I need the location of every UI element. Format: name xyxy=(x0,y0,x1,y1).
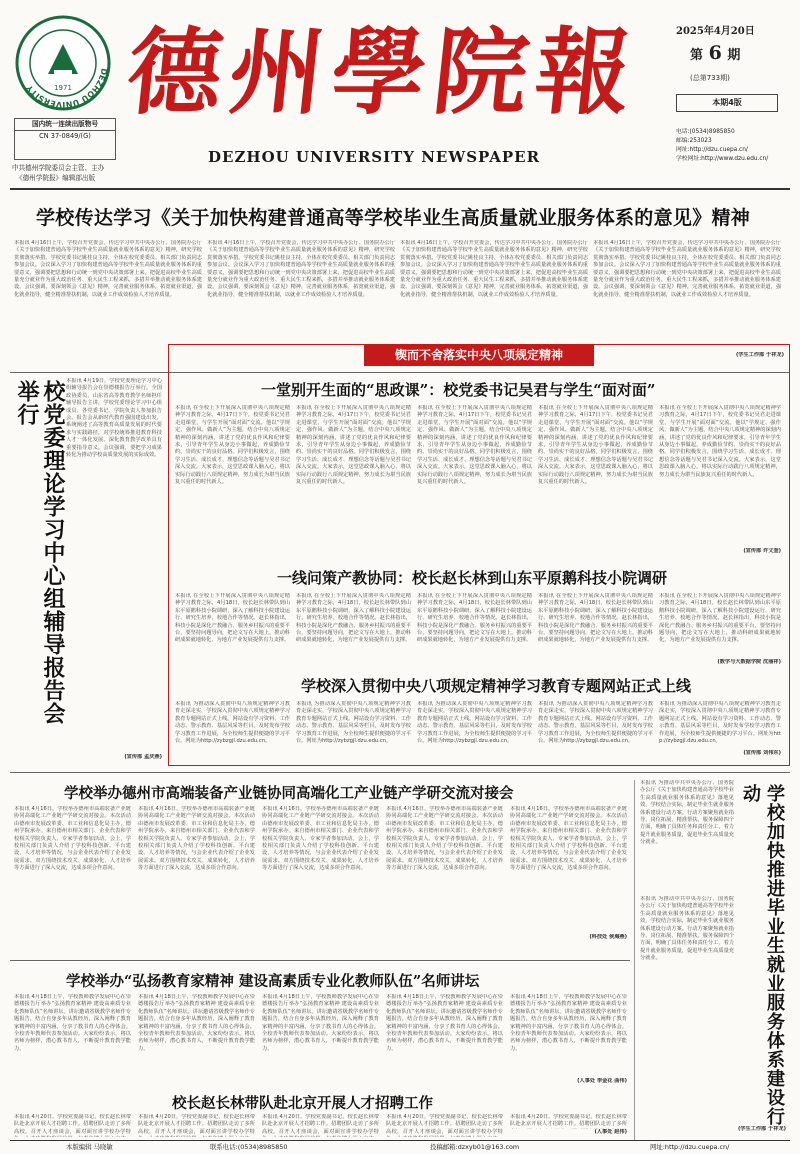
contact-phone: 电话:(0534)8985850 xyxy=(676,129,735,135)
feature-sub2-col2: 本报讯 在全校上下开展深入贯彻中央八项规定精神学习教育之际，4月18日，校长赵长林带队到山东平原鹅科技小院调研，深入了解科技小院建设运行、研究生培养、校地合作等情况。赵长林指出，科技小院是深化产教融合、服务乡村振兴的重要平台，要坚持问题导向，把论文写在大地上，推动科研成果就地转化，为地方产业发展提供有力支撑。 xyxy=(296,593,411,644)
article2-col3: 本报讯 4月16日，学校举办德州市高端装备产业链协同高端化工产业链产学研交流对接会。本次活动由德州市发展改革委、市工业和信息化局主办，德州学院承办。来自德州市相关部门、企业代表和学校相关学院负责人、专家学者参加活动。会上，学校相关部门负责人介绍了学校科技创新、平台建设、人才培养等情况，与会企业代表介绍了企业发展需求。双方围绕技术攻关、成果转化、人才培养等方面进行了深入交流，达成多项合作意向。 xyxy=(262,806,379,872)
footer-web: 网址:http://dzu.cuepa.cn/ xyxy=(650,1143,730,1151)
vertical2-title: 学校加快推进毕业生就业服务体系建设行动 xyxy=(740,784,785,1126)
article2-col4: 本报讯 4月16日，学校举办德州市高端装备产业链协同高端化工产业链产学研交流对接会。本次活动由德州市发展改革委、市工业和信息化局主办，德州学院承办。来自德州市相关部门、企业代表和学校相关学院负责人、专家学者参加活动。会上，学校相关部门负责人介绍了学校科技创新、平台建设、人才培养等情况，与会企业代表介绍了企业发展需求。双方围绕技术攻关、成果转化、人才培养等方面进行了深入交流，达成多项合作意向。 xyxy=(386,806,503,872)
feature-sub3-col3: 本报讯 为推动深入贯彻中央八项规定精神学习教育走深走实，学校深入贯彻中央八项规定精神学习教育专题网站正式上线。网站设有学习资料、工作动态、警示教育、基层风采等栏目，及时发布学校学习教育工作进展，为全校师生提供便捷的学习平台。网址为http://zybzgjl.dzu.edu.cn。 xyxy=(417,701,532,745)
article2-col1: 本报讯 4月16日，学校举办德州市高端装备产业链协同高端化工产业链产学研交流对接会。本次活动由德州市发展改革委、市工业和信息化局主办，德州学院承办。来自德州市相关部门、企业代表和学校相关学院负责人、专家学者参加活动。会上，学校相关部门负责人介绍了学校科技创新、平台建设、人才培养等情况，与会企业代表介绍了企业发展需求。双方围绕技术攻关、成果转化、人才培养等方面进行了深入交流，达成多项合作意向。 xyxy=(14,806,131,872)
feature-sub1-byline: (宣传部 许文奎) xyxy=(743,548,781,554)
footer-email: 投稿邮箱:dzxyb01@163.com xyxy=(430,1143,520,1151)
footer xyxy=(10,1142,790,1153)
article2-title: 学校举办德州市高端装备产业链协同高端化工产业链产学研交流对接会 xyxy=(64,785,514,802)
article3-col3: 本报讯 4月18日上午，学校教师教学发展中心在崇德楼报告厅举办“弘扬教育家精神 建设高素质专业化教师队伍”名师讲坛。讲坛邀请省级教学名师作专题报告，结合自身多年从教经历，深入阐释了教育家精神的丰富内涵，分享了教书育人的心得体会。全校青年教师代表参加活动。大家纷纷表示，将以名师为榜样，潜心教书育人，不断提升教育教学能力。 xyxy=(262,994,379,1052)
article2-col5: 本报讯 4月16日，学校举办德州市高端装备产业链协同高端化工产业链产学研交流对接会。本次活动由德州市发展改革委、市工业和信息化局主办，德州学院承办。来自德州市相关部门、企业代表和学校相关学院负责人、专家学者参加活动。会上，学校相关部门负责人介绍了学校科技创新、平台建设、人才培养等情况，与会企业代表介绍了企业发展需求。双方围绕技术攻关、成果转化、人才培养等方面进行了深入交流，达成多项合作意向。 xyxy=(510,806,627,872)
article2-byline: (科技处 侯海燕) xyxy=(589,934,627,940)
issue-prefix: 第 xyxy=(690,48,704,63)
feature-sub3-col2: 本报讯 为推动深入贯彻中央八项规定精神学习教育走深走实，学校深入贯彻中央八项规定精神学习教育专题网站正式上线。网站设有学习资料、工作动态、警示教育、基层风采等栏目，及时发布学校学习教育工作进展，为全校师生提供便捷的学习平台。网址为http://zybzgjl.dzu.edu.cn。 xyxy=(296,701,411,745)
school-logo xyxy=(14,14,112,112)
vertical1-byline: (宣传部 孟庆燕) xyxy=(124,754,162,760)
article3-col5: 本报讯 4月18日上午，学校教师教学发展中心在崇德楼报告厅举办“弘扬教育家精神 建设高素质专业化教师队伍”名师讲坛。讲坛邀请省级教学名师作专题报告，结合自身多年从教经历，深入阐释了教育家精神的丰富内涵，分享了教书育人的心得体会。全校青年教师代表参加活动。大家纷纷表示，将以名师为榜样，潜心教书育人，不断提升教育教学能力。 xyxy=(510,994,627,1052)
right-column-divider xyxy=(634,780,635,1140)
vertical1-body: 本报讯 4月19日，学校党委理论学习中心组辅导报告会在崇德楼报告厅举行。全国政协委员、山东省高等教育教学名师担任辅导报告主讲，学校党委理论学习中心组成员、各党委书记、学院负责人参加报告会。报告会从新时代教育强国建设出发，系统阐述了高等教育高质量发展的时代要求与实践路径，对学校统筹推进教育科技人才一体化发展、深化教育教学改革具有重要指导意义。会议强调，要把学习成果转化为推动学校高质量发展的实际成效。 xyxy=(66,378,162,459)
feature-sub1-col4: 本报讯 在全校上下开展深入贯彻中央八项规定精神学习教育之际，4月17日下午，校党委书记吴君走进课堂，与学生开展“面对面”交流。他以“学规定、强作风、做新人”为主题，结合中央八项规定精神的深刻内涵，讲述了党的优良作风和纪律要求，引导青年学生从身边小事做起，养成勤俭节约、崇尚实干的良好品格。同学们积极发言，围绕学习生活、成长成才、理想信念等话题与吴君书记深入交流。大家表示，这堂思政课入脑入心，将以实际行动践行八项规定精神，努力成长为堪当民族复兴重任的时代新人。 xyxy=(538,405,653,486)
article1-col1: 本报讯 4月16日上午，学校召开党委会，传达学习中共中央办公厅、国务院办公厅《关于加快构建普通高等学校毕业生高质量就业服务体系的意见》精神，研究学校贯彻落实举措。学校党委书记姚桂良主持，全体在校党委委员、相关部门负责同志参加会议。会议深入学习了加快构建普通高等学校毕业生高质量就业服务体系的重要意义，强调要把思想和行动统一到党中央决策部署上来，把促进高校毕业生高质量充分就业作为重大政治任务、重大民生工程来抓，多措并举推动就业服务体系建设。会议强调，要深刻领会《意见》精神，完善就业服务体系，拓宽就业渠道，强化就业指导，健全精准帮扶机制，以就业工作成效检验人才培养质量。 xyxy=(14,240,202,298)
feature-sub3-title: 学校深入贯彻中央八项规定精神学习教育专题网站正式上线 xyxy=(301,677,692,695)
vertical2-body-top: 本报讯 为推动中共中央办公厅、国务院办公厅《关于加快构建普通高等学校毕业生高质量就业服务体系的意见》落地见效，学校结合实际，制定毕业生就业服务体系建设行动方案。行动方案聚焦就业指导、岗位拓展、精准帮扶、服务保障四个方面，明确了具体任务和责任分工，着力提升就业服务质量，促进毕业生高质量充分就业。 xyxy=(640,780,734,846)
feature-sub2-title: 一线问策产教协同：校长赵长林到山东平原鹅科技小院调研 xyxy=(277,569,668,587)
article1-col4: 本报讯 4月16日上午，学校召开党委会，传达学习中共中央办公厅、国务院办公厅《关于加快构建普通高等学校毕业生高质量就业服务体系的意见》精神，研究学校贯彻落实举措。学校党委书记姚桂良主持，全体在校党委委员、相关部门负责同志参加会议。会议深入学习了加快构建普通高等学校毕业生高质量就业服务体系的重要意义，强调要把思想和行动统一到党中央决策部署上来，把促进高校毕业生高质量充分就业作为重大政治任务、重大民生工程来抓，多措并举推动就业服务体系建设。会议强调，要深刻领会《意见》精神，完善就业服务体系，拓宽就业渠道，强化就业指导，健全精准帮扶机制，以就业工作成效检验人才培养质量。 xyxy=(593,240,781,298)
issue-number xyxy=(690,42,740,64)
masthead-title: 德州學院報 xyxy=(122,18,644,128)
feature-sub2-col5: 本报讯 在全校上下开展深入贯彻中央八项规定精神学习教育之际，4月18日，校长赵长林带队到山东平原鹅科技小院调研，深入了解科技小院建设运行、研究生培养、校地合作等情况。赵长林指出，科技小院是深化产教融合、服务乡村振兴的重要平台，要坚持问题导向，把论文写在大地上，推动科研成果就地转化，为地方产业发展提供有力支撑。 xyxy=(659,593,781,644)
issue-suffix: 期 xyxy=(727,48,741,63)
section-rule-2 xyxy=(10,772,790,773)
total-issue: (总第733期) xyxy=(690,74,730,82)
feature-sub1-col3: 本报讯 在全校上下开展深入贯彻中央八项规定精神学习教育之际，4月17日下午，校党委书记吴君走进课堂，与学生开展“面对面”交流。他以“学规定、强作风、做新人”为主题，结合中央八项规定精神的深刻内涵，讲述了党的优良作风和纪律要求，引导青年学生从身边小事做起，养成勤俭节约、崇尚实干的良好品格。同学们积极发言，围绕学习生活、成长成才、理想信念等话题与吴君书记深入交流。大家表示，这堂思政课入脑入心，将以实际行动践行八项规定精神，努力成长为堪当民族复兴重任的时代新人。 xyxy=(417,405,532,486)
masthead-rule xyxy=(10,188,790,190)
article4-title: 校长赵长林带队赴北京开展人才招聘工作 xyxy=(172,1095,433,1112)
article1-col3: 本报讯 4月16日上午，学校召开党委会，传达学习中共中央办公厅、国务院办公厅《关于加快构建普通高等学校毕业生高质量就业服务体系的意见》精神，研究学校贯彻落实举措。学校党委书记姚桂良主持，全体在校党委委员、相关部门负责同志参加会议。会议深入学习了加快构建普通高等学校毕业生高质量就业服务体系的重要意义，强调要把思想和行动统一到党中央决策部署上来，把促进高校毕业生高质量充分就业作为重大政治任务、重大民生工程来抓，多措并举推动就业服务体系建设。会议强调，要深刻领会《意见》精神，完善就业服务体系，拓宽就业渠道，强化就业指导，健全精准帮扶机制，以就业工作成效检验人才培养质量。 xyxy=(400,240,588,298)
article3-byline: (人事处 李金花 曲伟) xyxy=(577,1078,627,1084)
issue-no: 6 xyxy=(708,42,722,64)
contact-web: 网址:http://dzu.cuepa.cn/ xyxy=(676,147,748,153)
feature-banner xyxy=(364,344,594,366)
article2-columns xyxy=(14,806,628,956)
article4-col4: 本报讯 4月20日，学校党委副书记、校长赵长林带队赴北京开展人才招聘工作。招聘团队走访了多所高校，召开人才座谈会，面对面宣讲学校办学特 xyxy=(386,1114,503,1135)
article3-col1: 本报讯 4月18日上午，学校教师教学发展中心在崇德楼报告厅举办“弘扬教育家精神 建设高素质专业化教师队伍”名师讲坛。讲坛邀请省级教学名师作专题报告，结合自身多年从教经历，深入阐释了教育家精神的丰富内涵，分享了教书育人的心得体会。全校青年教师代表参加活动。大家纷纷表示，将以名师为榜样，潜心教书育人，不断提升教育教学能力。 xyxy=(14,994,131,1052)
article2-col2: 本报讯 4月16日，学校举办德州市高端装备产业链协同高端化工产业链产学研交流对接会。本次活动由德州市发展改革委、市工业和信息化局主办，德州学院承办。来自德州市相关部门、企业代表和学校相关学院负责人、专家学者参加活动。会上，学校相关部门负责人介绍了学校科技创新、平台建设、人才培养等情况，与会企业代表介绍了企业发展需求。双方围绕技术攻关、成果转化、人才培养等方面进行了深入交流，达成多项合作意向。 xyxy=(138,806,255,872)
feature-sub2-col4: 本报讯 在全校上下开展深入贯彻中央八项规定精神学习教育之际，4月18日，校长赵长林带队到山东平原鹅科技小院调研，深入了解科技小院建设运行、研究生培养、校地合作等情况。赵长林指出，科技小院是深化产教融合、服务乡村振兴的重要平台，要坚持问题导向，把论文写在大地上，推动科研成果就地转化，为地方产业发展提供有力支撑。 xyxy=(538,593,653,644)
school-seal-icon xyxy=(14,14,112,112)
logo-ring-text: DEZHOU UNIVERSITY xyxy=(24,67,109,110)
sponsor-text: 中共德州学院委员会主管、主办 xyxy=(12,164,105,172)
vertical2-byline: (学生工作部 于祥龙) xyxy=(737,1126,786,1132)
article4-byline: (人事处 赵伟) xyxy=(594,1129,627,1135)
contact-block xyxy=(676,128,768,164)
vertical2-body-bottom: 本报讯 为推动中共中央办公厅、国务院办公厅《关于加快构建普通高等学校毕业生高质量就业服务体系的意见》落地见效，学校结合实际，制定毕业生就业服务体系建设行动方案。行动方案聚焦就业指导、岗位拓展、精准帮扶、服务保障四个方面，明确了具体任务和责任分工，着力提升就业服务质量，促进毕业生高质量充分就业。 xyxy=(640,896,734,962)
article3-title: 学校举办“弘扬教育家精神 建设高素质专业化教师队伍”名师讲坛 xyxy=(66,973,480,990)
article1-col2: 本报讯 4月16日上午，学校召开党委会，传达学习中共中央办公厅、国务院办公厅《关于加快构建普通高等学校毕业生高质量就业服务体系的意见》精神，研究学校贯彻落实举措。学校党委书记姚桂良主持，全体在校党委委员、相关部门负责同志参加会议。会议深入学习了加快构建普通高等学校毕业生高质量就业服务体系的重要意义，强调要把思想和行动统一到党中央决策部署上来，把促进高校毕业生高质量充分就业作为重大政治任务、重大民生工程来抓，多措并举推动就业服务体系建设。会议强调，要深刻领会《意见》精神，完善就业服务体系，拓宽就业渠道，强化就业指导，健全精准帮扶机制，以就业工作成效检验人才培养质量。 xyxy=(207,240,395,298)
feature-box xyxy=(168,344,790,766)
cn-code: CN 37-0849/(G) xyxy=(39,132,91,140)
section-rule-3 xyxy=(10,960,630,961)
footer-phone: 联系电话:(0534)8985850 xyxy=(210,1143,288,1151)
article4-col3: 本报讯 4月20日，学校党委副书记、校长赵长林带队赴北京开展人才招聘工作。招聘团队走访了多所高校，召开人才座谈会，面对面宣讲学校办学特 xyxy=(262,1114,379,1135)
feature-sub2-byline: (数学与大数据学院 沈丽祥) xyxy=(717,659,781,665)
feature-sub2-col1: 本报讯 在全校上下开展深入贯彻中央八项规定精神学习教育之际，4月18日，校长赵长林带队到山东平原鹅科技小院调研，深入了解科技小院建设运行、研究生培养、校地合作等情况。赵长林指出，科技小院是深化产教融合、服务乡村振兴的重要平台，要坚持问题导向，把论文写在大地上，推动科研成果就地转化，为地方产业发展提供有力支撑。 xyxy=(175,593,290,644)
logo-year: 1971 xyxy=(54,84,72,92)
feature-sub1-title: 一堂别开生面的“思政课”：校党委书记吴君与学生“面对面” xyxy=(261,381,656,399)
feature-banner-text: 锲而不舍落实中央八项规定精神 xyxy=(394,348,563,362)
footer-rule xyxy=(10,1140,790,1141)
contact-postcode: 邮编:253023 xyxy=(676,138,712,144)
article3-col2: 本报讯 4月18日上午，学校教师教学发展中心在崇德楼报告厅举办“弘扬教育家精神 建设高素质专业化教师队伍”名师讲坛。讲坛邀请省级教学名师作专题报告，结合自身多年从教经历，深入阐释了教育家精神的丰富内涵，分享了教书育人的心得体会。全校青年教师代表参加活动。大家纷纷表示，将以名师为榜样，潜心教书育人，不断提升教育教学能力。 xyxy=(138,994,255,1052)
article1-title: 学校传达学习《关于加快构建普通高等学校毕业生高质量就业服务体系的意见》精神 xyxy=(36,207,751,229)
masthead-english: DEZHOU UNIVERSITY NEWSPAPER xyxy=(208,148,541,166)
publication-id-title: 国内统一连续出版物号 xyxy=(15,119,115,131)
feature-sub3-col1: 本报讯 为推动深入贯彻中央八项规定精神学习教育走深走实，学校深入贯彻中央八项规定精神学习教育专题网站正式上线。网站设有学习资料、工作动态、警示教育、基层风采等栏目，及时发布学校学习教育工作进展，为全校师生提供便捷的学习平台。网址为http://zybzgjl.dzu.edu.cn。 xyxy=(175,701,290,745)
feature-sub3-byline: (宣传部 刘伟东) xyxy=(743,750,781,756)
article4-col2: 本报讯 4月20日，学校党委副书记、校长赵长林带队赴北京开展人才招聘工作。招聘团队走访了多所高校，召开人才座谈会，面对面宣讲学校办学特 xyxy=(138,1114,255,1135)
feature-sub2-col3: 本报讯 在全校上下开展深入贯彻中央八项规定精神学习教育之际，4月18日，校长赵长林带队到山东平原鹅科技小院调研，深入了解科技小院建设运行、研究生培养、校地合作等情况。赵长林指出，科技小院是深化产教融合、服务乡村振兴的重要平台，要坚持问题导向，把论文写在大地上，推动科研成果就地转化，为地方产业发展提供有力支撑。 xyxy=(417,593,532,644)
issue-date: 2025年4月20日 xyxy=(676,26,755,37)
feature-sub3-col4: 本报讯 为推动深入贯彻中央八项规定精神学习教育走深走实，学校深入贯彻中央八项规定精神学习教育专题网站正式上线。网站设有学习资料、工作动态、警示教育、基层风采等栏目，及时发布学校学习教育工作进展，为全校师生提供便捷的学习平台。网址为http://zybzgjl.dzu.edu.cn。 xyxy=(538,701,653,745)
feature-sub3-col5: 本报讯 为推动深入贯彻中央八项规定精神学习教育走深走实，学校深入贯彻中央八项规定精神学习教育专题网站正式上线。网站设有学习资料、工作动态、警示教育、基层风采等栏目，及时发布学校学习教育工作进展，为全校师生提供便捷的学习平台。网址为http://zybzgjl.dzu.edu.cn。 xyxy=(659,701,781,745)
article3-columns xyxy=(14,994,628,1104)
article4-col1: 本报讯 4月20日，学校党委副书记、校长赵长林带队赴北京开展人才招聘工作。招聘团队走访了多所高校，召开人才座谈会，面对面宣讲学校办学特 xyxy=(14,1114,131,1135)
feature-sub1-col5: 本报讯 在全校上下开展深入贯彻中央八项规定精神学习教育之际，4月17日下午，校党委书记吴君走进课堂，与学生开展“面对面”交流。他以“学规定、强作风、做新人”为主题，结合中央八项规定精神的深刻内涵，讲述了党的优良作风和纪律要求，引导青年学生从身边小事做起，养成勤俭节约、崇尚实干的良好品格。同学们积极发言，围绕学习生活、成长成才、理想信念等话题与吴君书记深入交流。大家表示，这堂思政课入脑入心，将以实际行动践行八项规定精神，努力成长为堪当民族复兴重任的时代新人。 xyxy=(659,405,781,478)
feature-sub1-col1: 本报讯 在全校上下开展深入贯彻中央八项规定精神学习教育之际，4月17日下午，校党委书记吴君走进课堂，与学生开展“面对面”交流。他以“学规定、强作风、做新人”为主题，结合中央八项规定精神的深刻内涵，讲述了党的优良作风和纪律要求，引导青年学生从身边小事做起，养成勤俭节约、崇尚实干的良好品格。同学们积极发言，围绕学习生活、成长成才、理想信念等话题与吴君书记深入交流。大家表示，这堂思政课入脑入心，将以实际行动践行八项规定精神，努力成长为堪当民族复兴重任的时代新人。 xyxy=(175,405,290,486)
contact-school-web: 学校网址:http://www.dzu.edu.cn/ xyxy=(676,156,769,162)
feature-sub1-col2: 本报讯 在全校上下开展深入贯彻中央八项规定精神学习教育之际，4月17日下午，校党委书记吴君走进课堂，与学生开展“面对面”交流。他以“学规定、强作风、做新人”为主题，结合中央八项规定精神的深刻内涵，讲述了党的优良作风和纪律要求，引导青年学生从身边小事做起，养成勤俭节约、崇尚实干的良好品格。同学们积极发言，围绕学习生活、成长成才、理想信念等话题与吴君书记深入交流。大家表示，这堂思政课入脑入心，将以实际行动践行八项规定精神，努力成长为堪当民族复兴重任的时代新人。 xyxy=(296,405,411,486)
editor-text: 《德州学院报》编辑部出版 xyxy=(16,174,96,182)
footer-editor: 本版编辑 马晓敏 xyxy=(66,1143,113,1151)
vertical1-title: 校党委理论学习中心组辅导报告会举行 xyxy=(14,380,66,725)
article3-col4: 本报讯 4月18日上午，学校教师教学发展中心在崇德楼报告厅举办“弘扬教育家精神 建设高素质专业化教师队伍”名师讲坛。讲坛邀请省级教学名师作专题报告，结合自身多年从教经历，深入阐释了教育家精神的丰富内涵，分享了教书育人的心得体会。全校青年教师代表参加活动。大家纷纷表示，将以名师为榜样，潜心教书育人，不断提升教育教学能力。 xyxy=(386,994,503,1052)
article4-columns xyxy=(14,1114,628,1140)
publication-info-box xyxy=(14,118,116,160)
pages-badge: 本期4版 xyxy=(676,94,778,112)
article1-byline: (学生工作部 于祥龙) xyxy=(735,352,784,358)
article4-col5: 本报讯 4月20日，学校党委副书记、校长赵长林带队赴北京开展人才招聘工作。招聘团队走访了多所 xyxy=(510,1114,627,1128)
